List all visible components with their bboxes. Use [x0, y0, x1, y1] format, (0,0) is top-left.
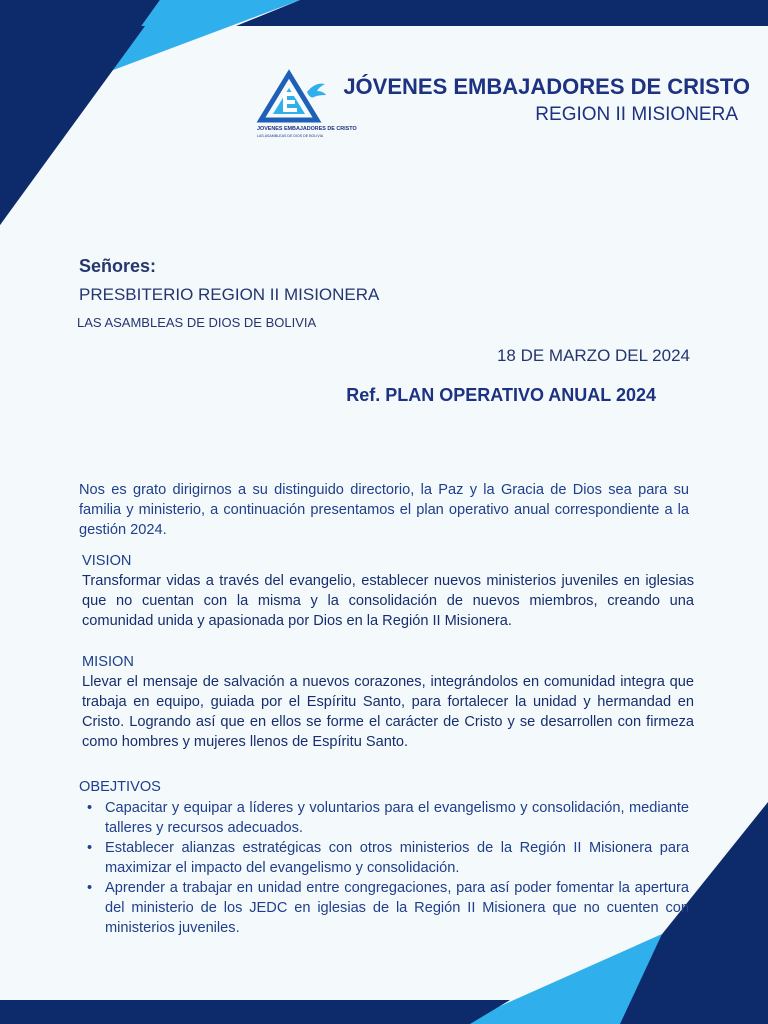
organization-region: REGION II MISIONERA: [535, 104, 738, 125]
objective-text: Capacitar y equipar a líderes y voluntarios para el evangelismo y consolidación, mediante talleres y recursos adecuados.: [105, 800, 689, 836]
bottom-navy-band: [0, 1000, 510, 1024]
top-right-navy-band: [236, 0, 768, 26]
vision-text: Transformar vidas a través del evangelio, establecer nuevos ministerios juveniles en iglesias que no cuentan con la misma y la consolidación de nuevos miembros, creando una comunidad unida y apasionada por Dios en la Región II Misionera.: [82, 573, 694, 629]
list-item: [87, 878, 689, 938]
mision-text: Llevar el mensaje de salvación a nuevos corazones, integrándolos en comunidad integra que trabaja en equipo, guiada por el Espíritu Santo, para fortalecer la unidad y hermandad en Cristo. Logrando así que en ellos se forme el carácter de Cristo y se desarrollen con firmeza como hombres y mujeres llenos de Espíritu Santo.: [82, 674, 694, 750]
logo-text-line1: JOVENES EMBAJADORES DE CRISTO: [257, 126, 357, 132]
mision-heading: MISION: [82, 654, 134, 670]
objective-text: Aprender a trabajar en unidad entre congregaciones, para así poder fomentar la apertura del ministerio de los JEDC en iglesias de la Región II Misionera que no cuenten con ministerios juveniles.: [105, 880, 689, 936]
dove-icon: [307, 84, 326, 98]
intro-paragraph: Nos es grato dirigirnos a su distinguido directorio, la Paz y la Gracia de Dios sea para su familia y ministerio, a continuación presentamos el plan operativo anual correspondiente a la gestión 2024.: [79, 482, 689, 538]
objectives-heading: OBEJTIVOS: [79, 779, 161, 795]
letter-reference: Ref. PLAN OPERATIVO ANUAL 2024: [346, 385, 656, 405]
objectives-list: [87, 798, 689, 938]
list-item: [87, 798, 689, 838]
logo-text-line2: LAS ASAMBLEAS DE DIOS DE BOLIVIA: [257, 134, 324, 138]
list-item: [87, 838, 689, 878]
recipient: PRESBITERIO REGION II MISIONERA: [79, 285, 380, 304]
organization-title: JÓVENES EMBAJADORES DE CRISTO: [343, 74, 750, 99]
bullet: •: [87, 800, 93, 816]
bullet: •: [87, 840, 93, 856]
jedc-logo: [255, 72, 357, 140]
objective-text: Establecer alianzas estratégicas con otros ministerios de la Región II Misionera para maximizar el impacto del evangelismo y consolidación.: [105, 840, 689, 876]
salutation: Señores:: [79, 256, 157, 276]
church-name: LAS ASAMBLEAS DE DIOS DE BOLIVIA: [77, 315, 317, 330]
vision-heading: VISION: [82, 553, 132, 569]
letter-date: 18 DE MARZO DEL 2024: [496, 346, 690, 365]
logo-letter-shape: [283, 92, 297, 112]
left-navy-shape: [0, 26, 145, 225]
bullet: •: [87, 880, 93, 896]
